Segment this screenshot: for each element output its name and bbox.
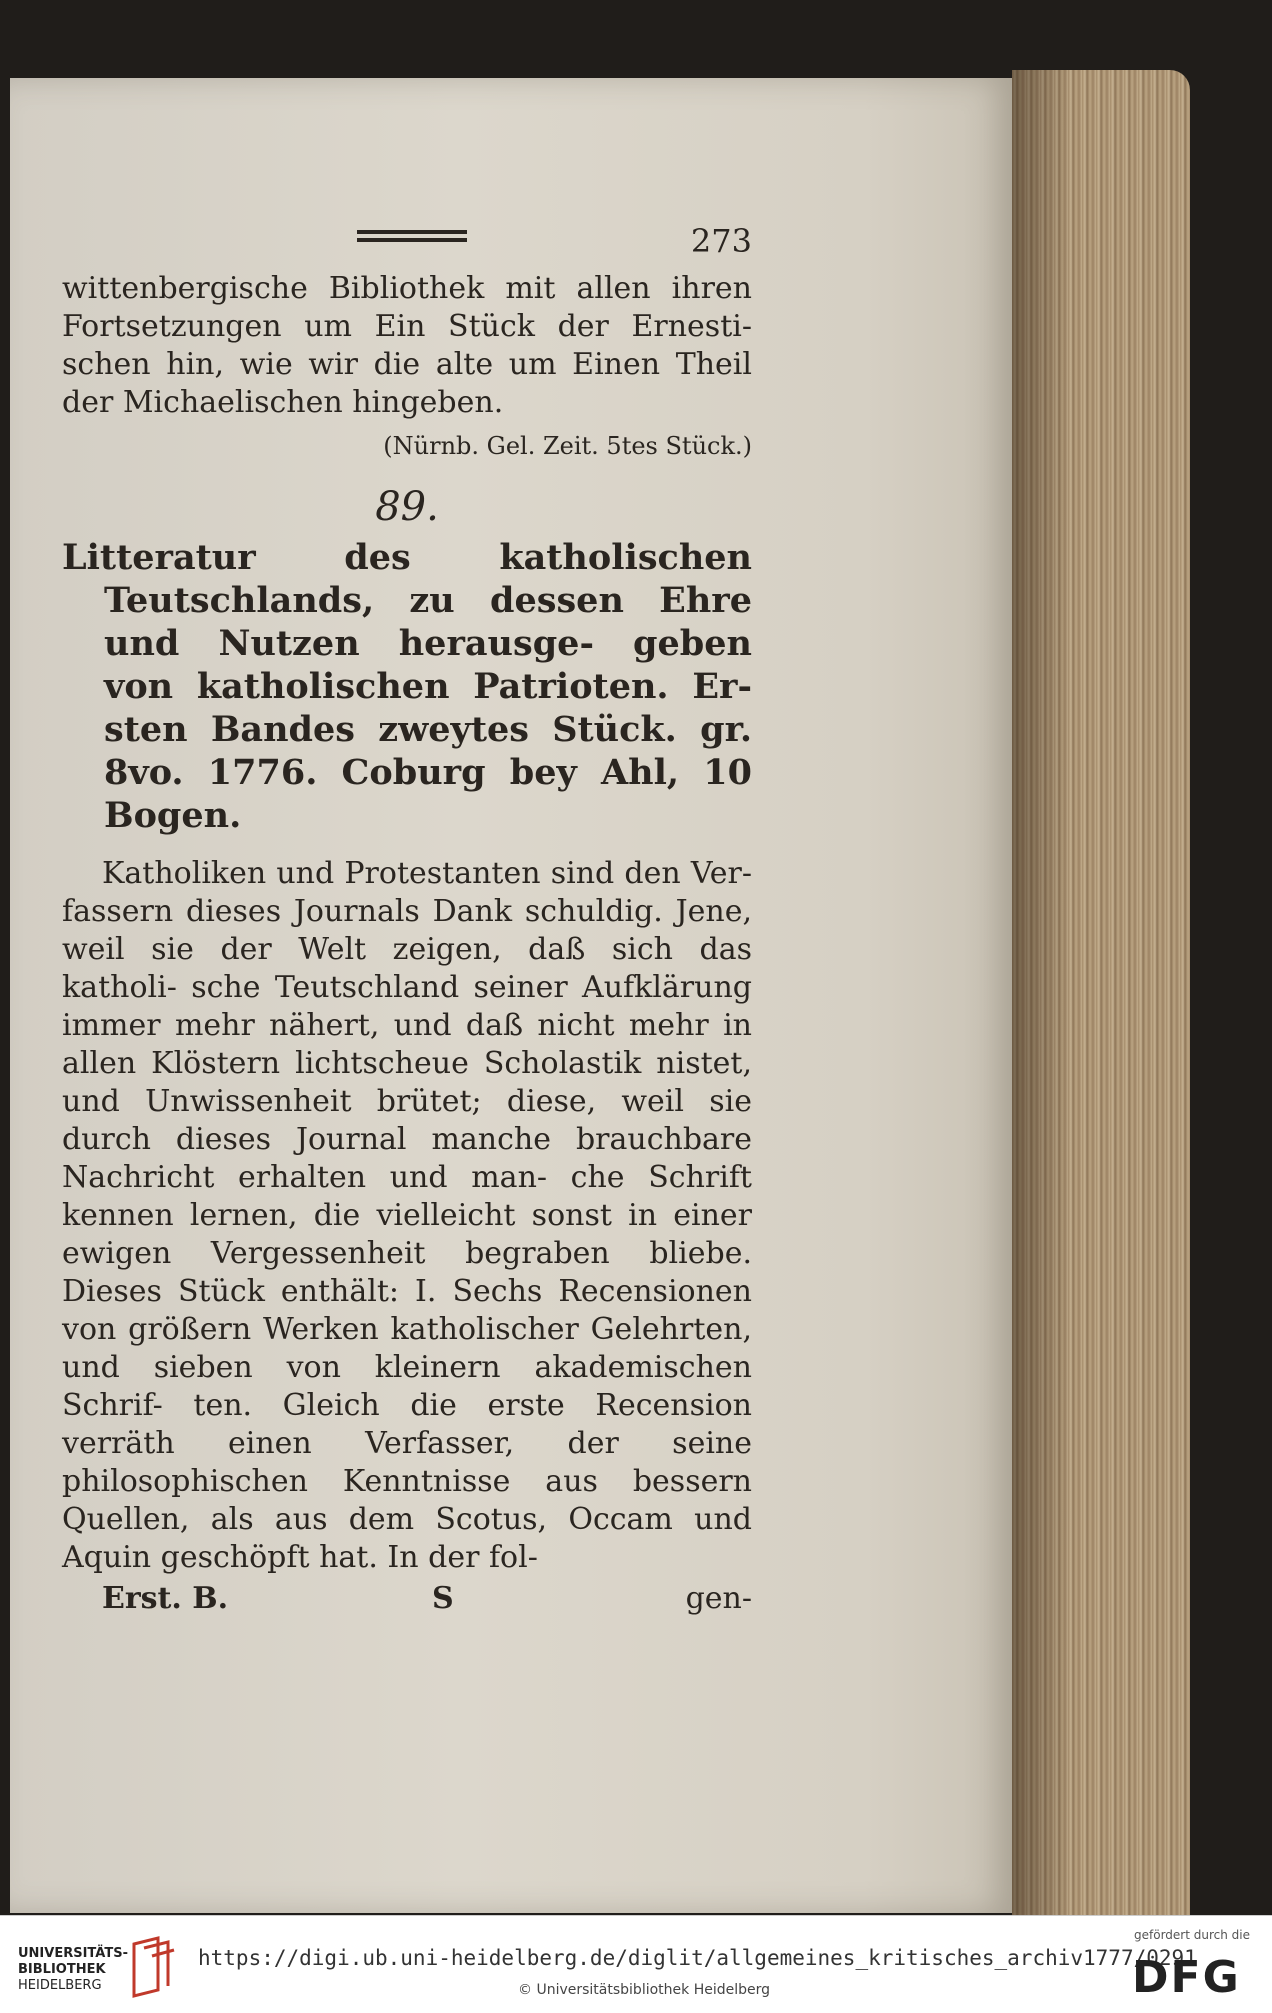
- page-footer-line: [62, 1581, 752, 1625]
- catchword: gen-: [685, 1581, 752, 1616]
- review-paragraph: Katholiken und Protestanten sind den Ver- fassern dieses Journals Dank schuldig. Jene, weil sie der Welt zeigen, daß sich das katholi- sche Teutschland seiner Aufklärung immer mehr nähert, und daß nicht mehr in allen Klöstern lichtscheue Scholastik nistet, und Unwissenheit brütet; diese, weil sie durch dieses Journal manche brauchbare Nachricht erhalten und man- che Schrift kennen lernen, die vielleicht sonst in einer ewigen Vergessenheit begraben bliebe. Dieses Stück enthält: I. Sechs Recensionen von größern Werken katholischer Gelehrten, und sieben von kleinern akademischen Schrif- ten. Gleich die erste Recension verräth einen Verfasser, der seine philosophischen Kenntnisse aus bessern Quellen, als aus dem Scotus, Occam und Aquin geschöpft hat. In der fol-: [62, 856, 752, 1575]
- funder-note: gefördert durch die: [1134, 1928, 1250, 1942]
- viewer-footer: [0, 1915, 1272, 2013]
- entry-title: Litteratur des katholischen Teutschlands, zu dessen Ehre und Nutzen herausge- geben von katholischen Patrioten. Er- sten Bandes zweytes Stück. gr. 8vo. 1776. Coburg bey Ahl, 10 Bogen.: [62, 537, 752, 836]
- library-logo-icon: [128, 1936, 176, 1998]
- citation: (Nürnb. Gel. Zeit. 5tes Stück.): [383, 432, 752, 460]
- signature-mark: S: [432, 1581, 454, 1616]
- signature: Erst. B.: [102, 1581, 229, 1616]
- dfg-logo: DFG: [1132, 1952, 1241, 2003]
- page-number: 273: [690, 222, 752, 260]
- library-logo-text: UNIVERSITÄTS- BIBLIOTHEK HEIDELBERG: [18, 1946, 128, 1993]
- permalink-url[interactable]: https://digi.ub.uni-heidelberg.de/diglit/allgemeines_kritisches_archiv1777/0291: [198, 1946, 1197, 1970]
- text-block: [62, 222, 752, 1625]
- page-header: [62, 222, 752, 270]
- continuation-paragraph: wittenbergische Bibliothek mit allen ihren Fortsetzungen um Ein Stück der Ernesti- schen hin, wie wir die alte um Einen Theil der Michaelischen hingeben.: [62, 271, 752, 420]
- copyright-text: © Universitätsbibliothek Heidelberg: [518, 1982, 771, 1998]
- entry-number: 89.: [375, 484, 439, 530]
- header-rule: [357, 230, 467, 244]
